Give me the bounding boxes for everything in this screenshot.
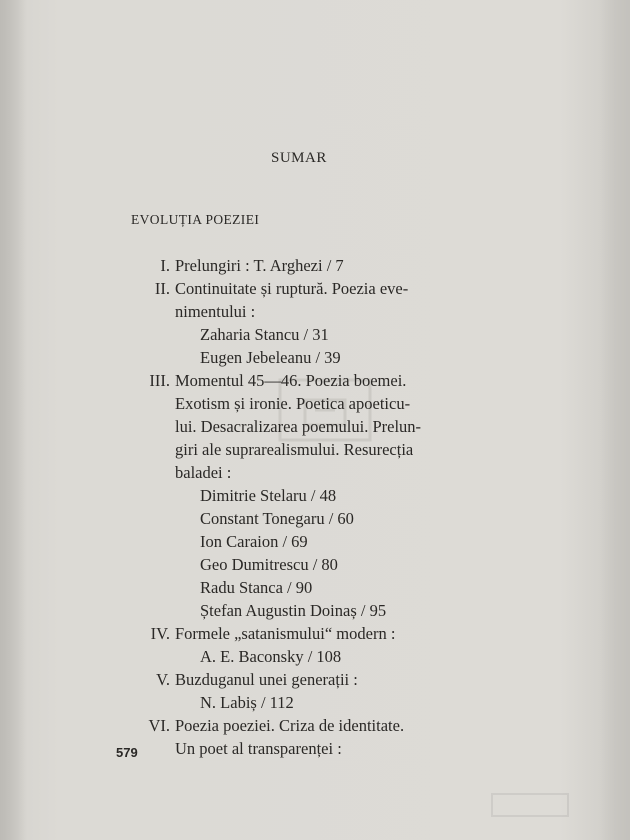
page-title: SUMAR xyxy=(271,150,327,166)
entry-line: Momentul 45—46. Poezia boemei. xyxy=(175,371,407,390)
entry-sub-item: Ion Caraion / 69 xyxy=(200,532,308,551)
section-heading: EVOLUȚIA POEZIEI xyxy=(131,212,260,227)
entry-line: nimentului : xyxy=(175,302,256,321)
entry-line: lui. Desacralizarea poemului. Prelun- xyxy=(175,417,422,436)
entry-sub-item: Ștefan Augustin Doinaș / 95 xyxy=(200,601,387,620)
entry-sub-item: Geo Dumitrescu / 80 xyxy=(200,555,338,574)
entry-sub-item: Eugen Jebeleanu / 39 xyxy=(200,348,341,367)
watermark-logo xyxy=(490,790,570,820)
entry-line: Poezia poeziei. Criza de identitate. xyxy=(175,716,405,735)
entry-line: Formele „satanismului“ modern : xyxy=(175,624,396,643)
entry-number: I. xyxy=(160,256,170,275)
page-number: 579 xyxy=(116,745,138,760)
entry-line: Prelungiri : T. Arghezi / 7 xyxy=(175,256,344,275)
entry-number: II. xyxy=(154,279,170,298)
entry-line: baladei : xyxy=(175,463,232,482)
entry-number: VI. xyxy=(148,716,170,735)
entry-line: giri ale suprarealismului. Resurecția xyxy=(175,440,414,459)
entry-line: Un poet al transparenței : xyxy=(175,739,342,758)
entry-sub-item: A. E. Baconsky / 108 xyxy=(200,647,342,666)
page-edge xyxy=(600,0,630,840)
entry-line: Exotism și ironie. Poetica apoeticu- xyxy=(175,394,411,413)
entry-line: Buzduganul unei generații : xyxy=(175,670,358,689)
entry-sub-item: Radu Stanca / 90 xyxy=(200,578,313,597)
entry-sub-item: Dimitrie Stelaru / 48 xyxy=(200,486,337,505)
entry-number: IV. xyxy=(150,624,170,643)
entry-sub-item: N. Labiș / 112 xyxy=(200,693,294,712)
entry-sub-item: Constant Tonegaru / 60 xyxy=(200,509,354,528)
entry-line: Continuitate și ruptură. Poezia eve- xyxy=(175,279,409,298)
entry-number: III. xyxy=(149,371,170,390)
entry-number: V. xyxy=(156,670,170,689)
binding-shadow xyxy=(0,0,26,840)
entry-sub-item: Zaharia Stancu / 31 xyxy=(200,325,329,344)
